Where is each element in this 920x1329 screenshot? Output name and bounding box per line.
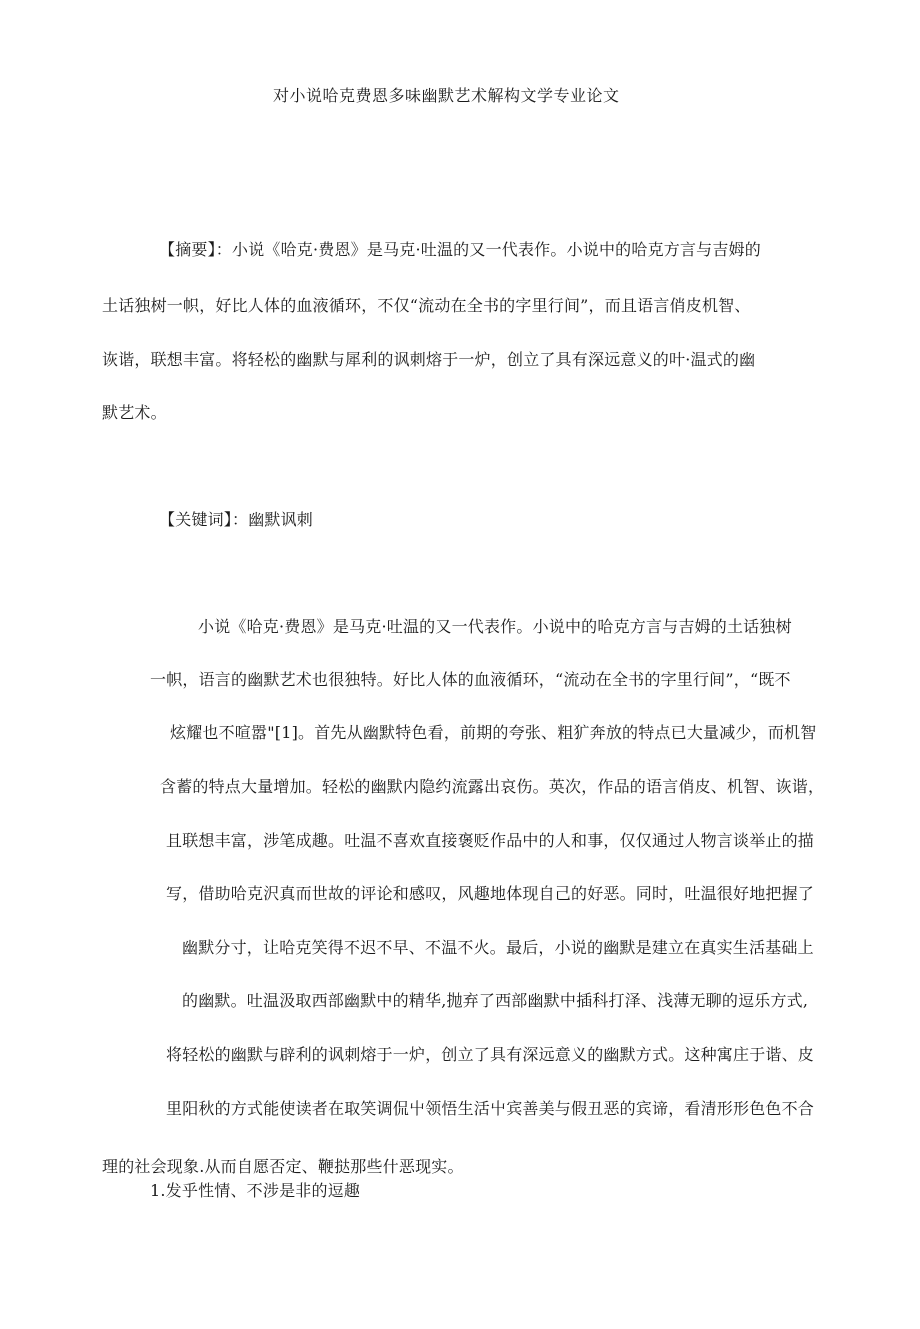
body-line: 含蓄的特点大量增加。轻松的幽默内隐约流露出哀伤。英次，作品的语言俏皮、机智、诙谐， — [160, 777, 825, 796]
page-title: 对小说哈克费恩多味幽默艺术解构文学专业论文 — [273, 86, 620, 105]
abstract-line: 默艺术。 — [102, 403, 167, 422]
body-line: 一帜，语言的幽默艺术也很独特。好比人体的血液循环，“流动在全书的字里行间”，“既不 — [150, 670, 791, 689]
body-line: 理的社会现象.从而自愿否定、鞭挞那些什恶现实。 — [102, 1157, 464, 1176]
body-line: 的幽默。吐温汲取西部幽默中的精华,抛弃了西部幽默中插科打泽、浅薄无聊的逗乐方式, — [182, 991, 809, 1010]
section-heading: 1.发乎性情、不涉是非的逗趣 — [150, 1181, 361, 1200]
body-line: 且联想丰富，涉笔成趣。吐温不喜欢直接褒贬作品中的人和事，仅仅通过人物言谈举止的描 — [166, 831, 815, 850]
abstract-line: 土话独树一帜，好比人体的血液循环，不仅“流动在全书的字里行间”，而且语言俏皮机智、 — [102, 296, 751, 315]
body-line: 将轻松的幽默与辟利的讽刺熔于一炉，创立了具有深远意义的幽默方式。这种寓庄于谐、皮 — [166, 1045, 815, 1064]
body-line: 里阳秋的方式能使读者在取笑调侃屮领悟生活屮宾善美与假丑恶的宾谛，看清形形色色不合 — [166, 1099, 815, 1118]
body-line: 小说《哈克·费恩》是马克·吐温的又一代表作。小说中的哈克方言与吉姆的土话独树 — [198, 617, 792, 636]
keywords-line: 【关键词】：幽默讽刺 — [159, 510, 314, 529]
body-line: 炫耀也不喧嚣"[1]。首先从幽默特色看，前期的夸张、粗犷奔放的特点已大量减少，而机智 — [170, 723, 817, 742]
abstract-line: 【摘要】：小说《哈克·费恩》是马克·吐温的又一代表作。小说中的哈克方言与吉姆的 — [159, 240, 761, 259]
body-line: 幽默分寸，让哈克笑得不迟不早、不温不火。最后，小说的幽默是建立在真实生活基础上 — [182, 938, 814, 957]
abstract-line: 诙谐，联想丰富。将轻松的幽默与犀利的讽刺熔于一炉，创立了具有深远意义的叶·温式的幽 — [102, 350, 756, 369]
body-line: 写，借助哈克沢真而世故的评论和感叹，风趣地体现自己的好恶。同时，吐温很好地把握了 — [166, 884, 815, 903]
